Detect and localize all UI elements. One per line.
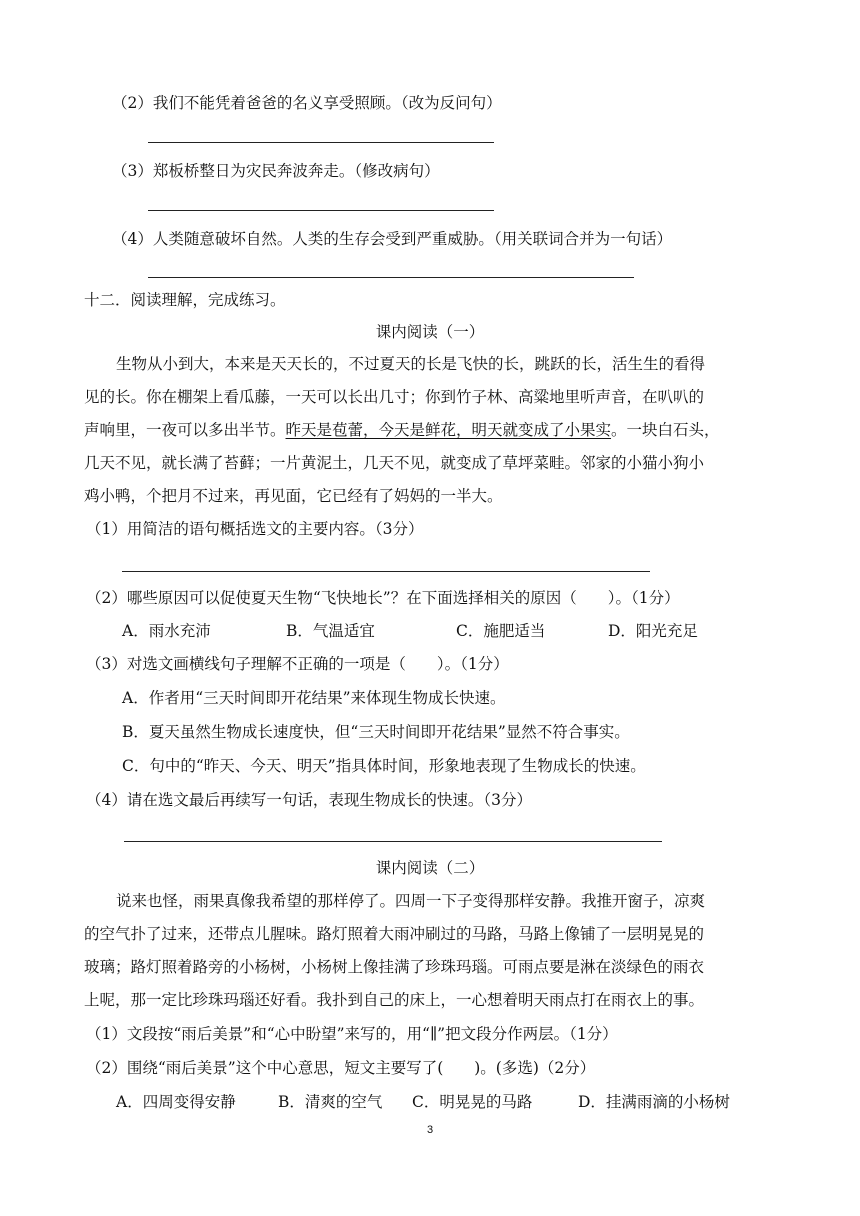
option: D．挂满雨滴的小杨树 (578, 1093, 730, 1111)
options-r2-2 (116, 1091, 730, 1113)
passage-line: 说来也怪，雨果真像我希望的那样停了。四周一下子变得那样安静。我推开窗子，凉爽 (116, 892, 706, 910)
option: C．明晃晃的马路 (412, 1093, 533, 1111)
question-12-2: （2）哪些原因可以促使夏天生物“飞快地长”？在下面选择相关的原因（ ）。（1分） (86, 589, 680, 607)
reading-title-1: 课内阅读（一） (375, 323, 485, 341)
answer-line (148, 142, 494, 143)
option: D．阳光充足 (608, 622, 698, 640)
options-12-2 (122, 620, 698, 642)
passage-text: 声响里，一夜可以多出半节。 (84, 421, 286, 439)
passage-line: 玻璃；路灯照着路旁的小杨树，小杨树上像挂满了珍珠玛瑙。可雨点要是淋在淡绿色的雨衣 (84, 958, 705, 976)
option: B．气温适宜 (286, 622, 375, 640)
question-12-1: （1）用简洁的语句概括选文的主要内容。（3分） (86, 520, 424, 538)
passage-text: 。一块白石头， (611, 421, 720, 439)
question-12-3: （3）对选文画横线句子理解不正确的一项是（ ）。（1分） (86, 655, 509, 673)
question-12-4: （4）请在选文最后再续写一句话，表现生物成长的快速。（3分） (86, 791, 532, 809)
answer-line (148, 277, 634, 278)
answer-line (122, 571, 650, 572)
reading-title-2: 课内阅读（二） (375, 859, 485, 877)
option: B．清爽的空气 (278, 1093, 383, 1111)
question-11-2: （2）我们不能凭着爸爸的名义享受照顾。（改为反问句） (112, 94, 502, 112)
passage-line: 生物从小到大，本来是天天长的，不过夏天的长是飞快的长，跳跃的长，活生生的看得 (116, 355, 706, 373)
section-heading: 十二．阅读理解，完成练习。 (84, 291, 286, 309)
page-number: 3 (426, 1124, 434, 1136)
question-r2-1: （1）文段按“雨后美景”和“心中盼望”来写的，用“∥”把文段分作两层。（1分） (86, 1025, 618, 1043)
question-11-4: （4）人类随意破坏自然。人类的生存会受到严重威胁。（用关联词合并为一句话） (112, 230, 673, 248)
option: A．作者用“三天时间即开花结果”来体现生物成长快速。 (122, 689, 506, 707)
option: C．施肥适当 (456, 622, 546, 640)
option: B．夏天虽然生物成长速度快，但“三天时间即开花结果”显然不符合事实。 (122, 723, 630, 741)
underlined-sentence: 昨天是苞蕾，今天是鲜花，明天就变成了小果实 (285, 421, 612, 439)
option: A．四周变得安静 (116, 1093, 236, 1111)
passage-line: 上呢，那一定比珍珠玛瑙还好看。我扑到自己的床上，一心想着明天雨点打在雨衣上的事。 (84, 991, 705, 1009)
answer-line (124, 841, 662, 842)
question-r2-2: （2）围绕“雨后美景”这个中心意思，短文主要写了( )。(多选)（2分） (86, 1059, 596, 1077)
option: C．句中的“昨天、今天、明天”指具体时间，形象地表现了生物成长的快速。 (122, 757, 646, 775)
question-11-3: （3）郑板桥整日为灾民奔波奔走。（修改病句） (112, 162, 440, 180)
passage-line: 见的长。你在棚架上看瓜藤，一天可以长出几寸；你到竹子林、高粱地里听声音，在叭叭的 (84, 388, 705, 406)
passage-line: 几天不见，就长满了苔藓；一片黄泥土，几天不见，就变成了草坪菜畦。邻家的小猫小狗小 (84, 454, 705, 472)
passage-line: 的空气扑了过来，还带点儿腥味。路灯照着大雨冲刷过的马路，马路上像铺了一层明晃晃的 (84, 925, 705, 943)
option: A．雨水充沛 (122, 622, 211, 640)
passage-line: 鸡小鸭，个把月不过来，再见面，它已经有了妈妈的一半大。 (84, 487, 503, 505)
passage-line (84, 419, 720, 441)
answer-line (148, 210, 494, 211)
